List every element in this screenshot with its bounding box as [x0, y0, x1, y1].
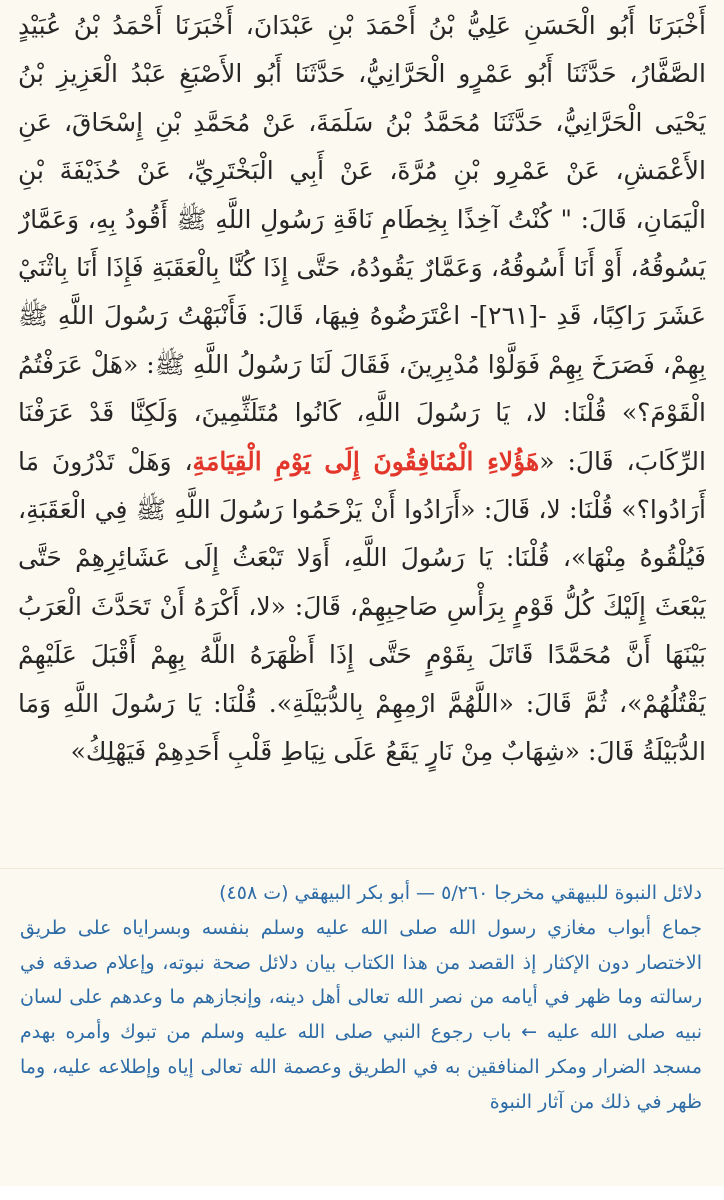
hadith-text-part-1: أَخْبَرَنَا أَبُو الْحَسَنِ عَلِيُّ بْنُ أَحْمَدَ بْنِ عَبْدَانَ، أَخْبَرَنَا أَحْمَدُ بْنُ عُبَيْدٍ الصَّفَّارُ، حَدَّثَنَا أَبُو عَمْرٍو الْحَرَّانِيُّ، حَدَّثَنَا أَبُو الأَصْبَغِ عَبْدُ الْعَزِيزِ بْنُ يَحْيَى الْحَرَّانِيُّ، حَدَّثَنَا مُحَمَّدُ بْنُ سَلَمَةَ، عَنْ مُحَمَّدِ بْنِ إِسْحَاقَ، عَنِ الأَعْمَشِ، عَنْ عَمْرِو بْنِ مُرَّةَ، عَنْ أَبِي الْبَخْتَرِيِّ، عَنْ حُذَيْفَةَ بْنِ الْيَمَانِ، قَالَ: " كُنْتُ آخِذًا بِخِطَامِ نَاقَةِ رَسُولِ اللَّهِ ﷺ أَقُودُ بِهِ، وَعَمَّارٌ يَسُوقُهُ، أَوْ أَنَا أَسُوقُهُ، وَعَمَّارٌ يَقُودُهُ، حَتَّى إِذَا كُنَّا بِالْعَقَبَةِ فَإِذَا أَنَا بِاثْنَيْ عَشَرَ رَاكِبًا، قَدِ -[٢٦١]- اعْتَرَضُوهُ فِيهَا، قَالَ: فَأَنْبَهْتُ رَسُولَ اللَّهِ ﷺ بِهِمْ، فَصَرَخَ بِهِمْ فَوَلَّوْا مُدْبِرِينَ، فَقَالَ لَنَا رَسُولُ اللَّهِ ﷺ: «هَلْ عَرَفْتُمُ الْقَوْمَ؟» قُلْنَا: لا، يَا رَسُولَ اللَّهِ، كَانُوا مُتَلَثِّمِينَ، وَلَكِنَّا قَدْ عَرَفْنَا الرِّكَابَ، قَالَ: «	[18, 11, 706, 476]
source-chapter-path: جماع أبواب مغازي رسول الله صلى الله عليه وسلم بنفسه وبسراياه على طريق الاختصار دون الإكثار إذ القصد من هذا الكتاب بيان دلائل صحة نبوته، وإعلام صدقه في رسالته وما ظهر في أيامه من نصر الله تعالى أهل دينه، وإنجازهم ما وعدهم على لسان نبيه صلى الله عليه ← باب رجوع النبي صلى الله عليه وسلم من تبوك وأمره بهدم مسجد الضرار ومكر المنافقين به في الطريق وعصمة الله تعالى إياه وإطلاعه عليه، وما ظهر في ذلك من آثار النبوة	[20, 916, 702, 1113]
highlighted-phrase: هَؤُلاءِ الْمُنَافِقُونَ إِلَى يَوْمِ الْقِيَامَةِ	[192, 446, 540, 476]
source-title-line: دلائل النبوة للبيهقي مخرجا ٥/٢٦٠ — أبو بكر البيهقي (ت ٤٥٨)	[219, 882, 702, 904]
hadith-paragraph	[18, 2, 706, 777]
source-reference	[20, 876, 702, 1182]
bottom-strip	[0, 1186, 724, 1200]
section-divider	[0, 868, 724, 869]
hadith-text	[18, 2, 706, 864]
hadith-text-part-2: ، وَهَلْ تَدْرُونَ مَا أَرَادُوا؟» قُلْنَا: لا، قَالَ: «أَرَادُوا أَنْ يَزْحَمُوا رَسُولَ اللَّهِ ﷺ فِي الْعَقَبَةِ، فَيُلْقُوهُ مِنْهَا»، قُلْنَا: يَا رَسُولَ اللَّهِ، أَوَلا تَبْعَثُ إِلَى عَشَائِرِهِمْ حَتَّى يَبْعَثَ إِلَيْكَ كُلُّ قَوْمٍ بِرَأْسِ صَاحِبِهِمْ، قَالَ: «لا، أَكْرَهُ أَنْ تَحَدَّثَ الْعَرَبُ بَيْنَهَا أَنَّ مُحَمَّدًا قَاتَلَ بِقَوْمٍ حَتَّى إِذَا أَظْهَرَهُ اللَّهُ بِهِمْ أَقْبَلَ عَلَيْهِمْ يَقْتُلُهُمْ»، ثُمَّ قَالَ: «اللَّهُمَّ ارْمِهِمْ بِالدُّبَيْلَةِ». قُلْنَا: يَا رَسُولَ اللَّهِ وَمَا الدُّبَيْلَةُ قَالَ: «شِهَابٌ مِنْ نَارٍ يَقَعُ عَلَى نِيَاطِ قَلْبِ أَحَدِهِمْ فَيَهْلِكُ»	[18, 446, 706, 767]
